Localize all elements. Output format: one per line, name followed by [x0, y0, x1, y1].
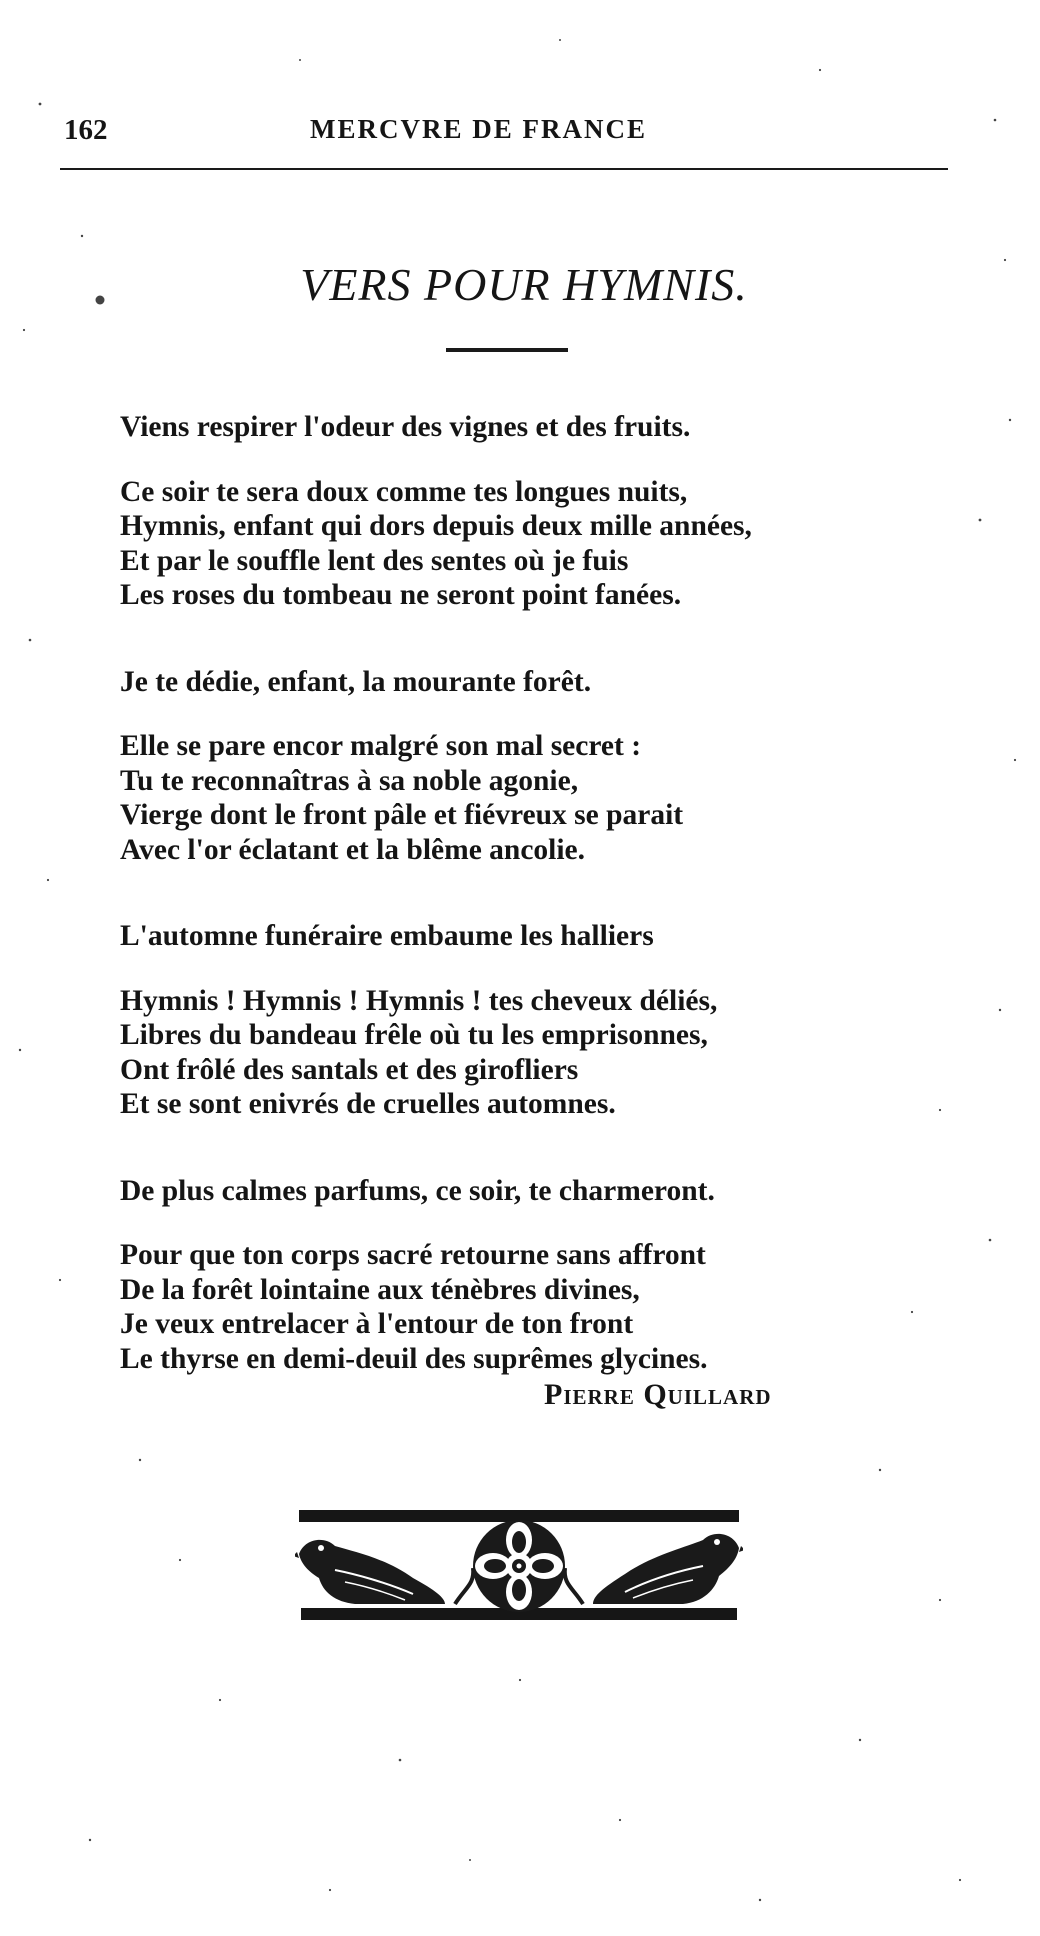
poem-line: Hymnis ! Hymnis ! Hymnis ! tes cheveux déliés, [120, 984, 718, 1017]
poem-line: Vierge dont le front pâle et fiévreux se parait [120, 799, 684, 831]
poem-line: Les roses du tombeau ne seront point fanées. [120, 579, 682, 611]
title-rule [446, 348, 568, 352]
poem-line: Hymnis, enfant qui dors depuis deux mille années, [120, 510, 752, 542]
poem-line: Pour que ton corps sacré retourne sans affront [120, 1239, 706, 1271]
poem-line: Elle se pare encor malgré son mal secret : [120, 730, 642, 762]
author-signature: Pierre Quillard [544, 1378, 772, 1411]
stanza-1 [120, 410, 980, 445]
stanza-2 [120, 475, 980, 613]
poem-line: Et se sont enivrés de cruelles automnes. [120, 1088, 616, 1120]
poem-line: Le thyrse en demi-deuil des suprêmes glycines. [120, 1342, 708, 1375]
stanza-6 [120, 984, 980, 1122]
stanza-3 [120, 665, 980, 700]
poem-line: Avec l'or éclatant et la blême ancolie. [120, 833, 586, 866]
poem-line: Et par le souffle lent des sentes où je fuis [120, 544, 629, 577]
poem-line: L'automne funéraire embaume les halliers [120, 920, 654, 952]
poem-line: Je te dédie, enfant, la mourante forêt. [120, 665, 592, 698]
poem-line: Ce soir te sera doux comme tes longues nuits, [120, 475, 688, 508]
poem-line: De plus calmes parfums, ce soir, te charmeront. [120, 1174, 715, 1207]
header-rule [60, 168, 948, 170]
poem-line: Viens respirer l'odeur des vignes et des fruits. [120, 411, 691, 443]
page-number: 162 [64, 114, 108, 146]
running-head [60, 114, 946, 154]
poem-body [120, 410, 980, 1382]
journal-title: MERCVRE DE FRANCE [310, 114, 647, 144]
poem-line: Tu te reconnaîtras à sa noble agonie, [120, 764, 579, 797]
poem-title: VERS POUR HYMNIS. [300, 259, 748, 310]
poem-line: De la forêt lointaine aux ténèbres divines, [120, 1273, 640, 1306]
stanza-8 [120, 1238, 980, 1376]
stanza-7 [120, 1174, 980, 1209]
poem-line: Libres du bandeau frêle où tu les emprisonnes, [120, 1019, 708, 1051]
poem-line: Je veux entrelacer à l'entour de ton front [120, 1308, 634, 1340]
stanza-4 [120, 729, 980, 867]
birds-and-rosette-icon [295, 1508, 743, 1622]
poem-line: Ont frôlé des santals et des girofliers [120, 1053, 579, 1086]
stanza-5 [120, 919, 980, 954]
